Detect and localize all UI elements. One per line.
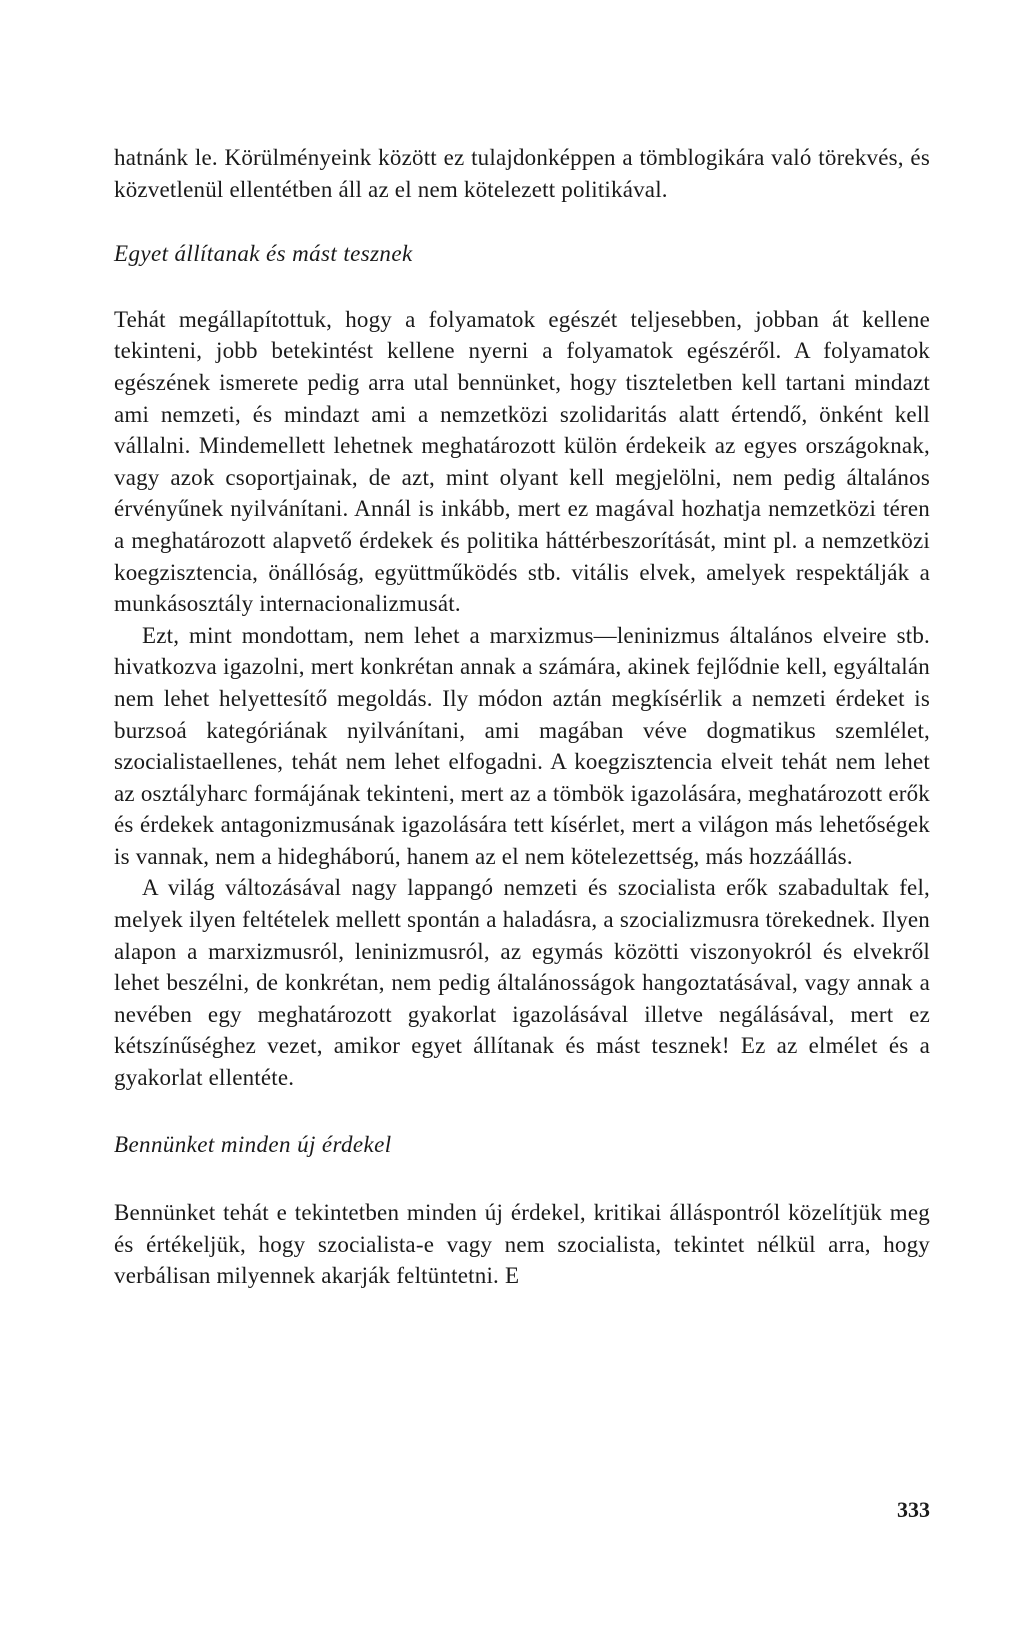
paragraph: Ezt, mint mondottam, nem lehet a marxizmus—leninizmus általános elveire stb. hivatkozva igazolni, mert konkrétan annak a számára, akinek fejlődnie kell, egyáltalán nem lehet helyettesítő megoldás. Ily módon aztán megkísérlik a nemzeti érdeket is burzsoá kategóriának nyilvánítani, ami magában véve dogmatikus szemlélet, szocialistaellenes, tehát nem lehet elfogadni. A koegzisztencia elveit tehát nem lehet az osztályharc formájának tekinteni, mert az a tömbök igazolására, meghatározott erők és érdekek antagonizmusának igazolására tett kísérlet, mert a világon más lehetőségek is vannak, nem a hidegháború, hanem az el nem kötelezettség, más hozzáállás. [114,622,930,869]
paragraph-continuation: hatnánk le. Körülményeink között ez tulajdonképpen a tömblogikára való törekvés, és közvetlenül ellentétben áll az el nem kötelezett politikával. [114,145,930,202]
section-heading-1: Egyet állítanak és mást tesznek [114,241,413,267]
text-column [114,142,930,1292]
paragraph: Tehát megállapítottuk, hogy a folyamatok egészét teljesebben, jobban át kellene tekinteni, jobb betekintést kellene nyerni a folyamatok egészéről. A folyamatok egészének ismerete pedig arra utal bennünket, hogy tiszteletben kell tartani mindazt ami nemzeti, és mindazt ami a nemzetközi szolidaritás alatt értendő, önként kell vállalni. Mindemellett lehetnek meghatározott külön érdekeik az egyes országoknak, vagy azok csoportjainak, de azt, mint olyant kell megjelölni, nem pedig általános érvényűnek nyilvánítani. Annál is inkább, mert ez magával hozhatja nemzetközi téren a meghatározott alapvető érdekek és politika háttérbeszorítását, mint pl. a nemzetközi koegzisztencia, önállóság, együttműködés stb. vitális elvek, amelyek respektálják a munkásosztály internacionalizmusát. [114,306,930,617]
section-heading-2: Bennünket minden új érdekel [114,1131,392,1157]
page-number: 333 [897,1497,930,1522]
paragraph: A világ változásával nagy lappangó nemzeti és szocialista erők szabadultak fel, melyek ilyen feltételek mellett spontán a haladásra, a szocializmusra törekednek. Ilyen alapon a marxizmusról, leninizmusról, az egymás közötti viszonyokról és elvekről lehet beszélni, de konkrétan, nem pedig általánosságok hangoztatásával, vagy annak a nevében egy meghatározott gyakorlat igazolásával illetve negálásával, mert ez kétszínűséghez vezet, amikor egyet állítanak és mást tesznek! Ez az elmélet és a gyakorlat ellentéte. [114,875,930,1091]
paragraph: Bennünket tehát e tekintetben minden új érdekel, kritikai álláspontról közelítjük meg és értékeljük, hogy szocialista-e vagy nem szocialista, tekintet nélkül arra, hogy verbálisan milyennek akarják feltüntetni. E [114,1200,930,1289]
